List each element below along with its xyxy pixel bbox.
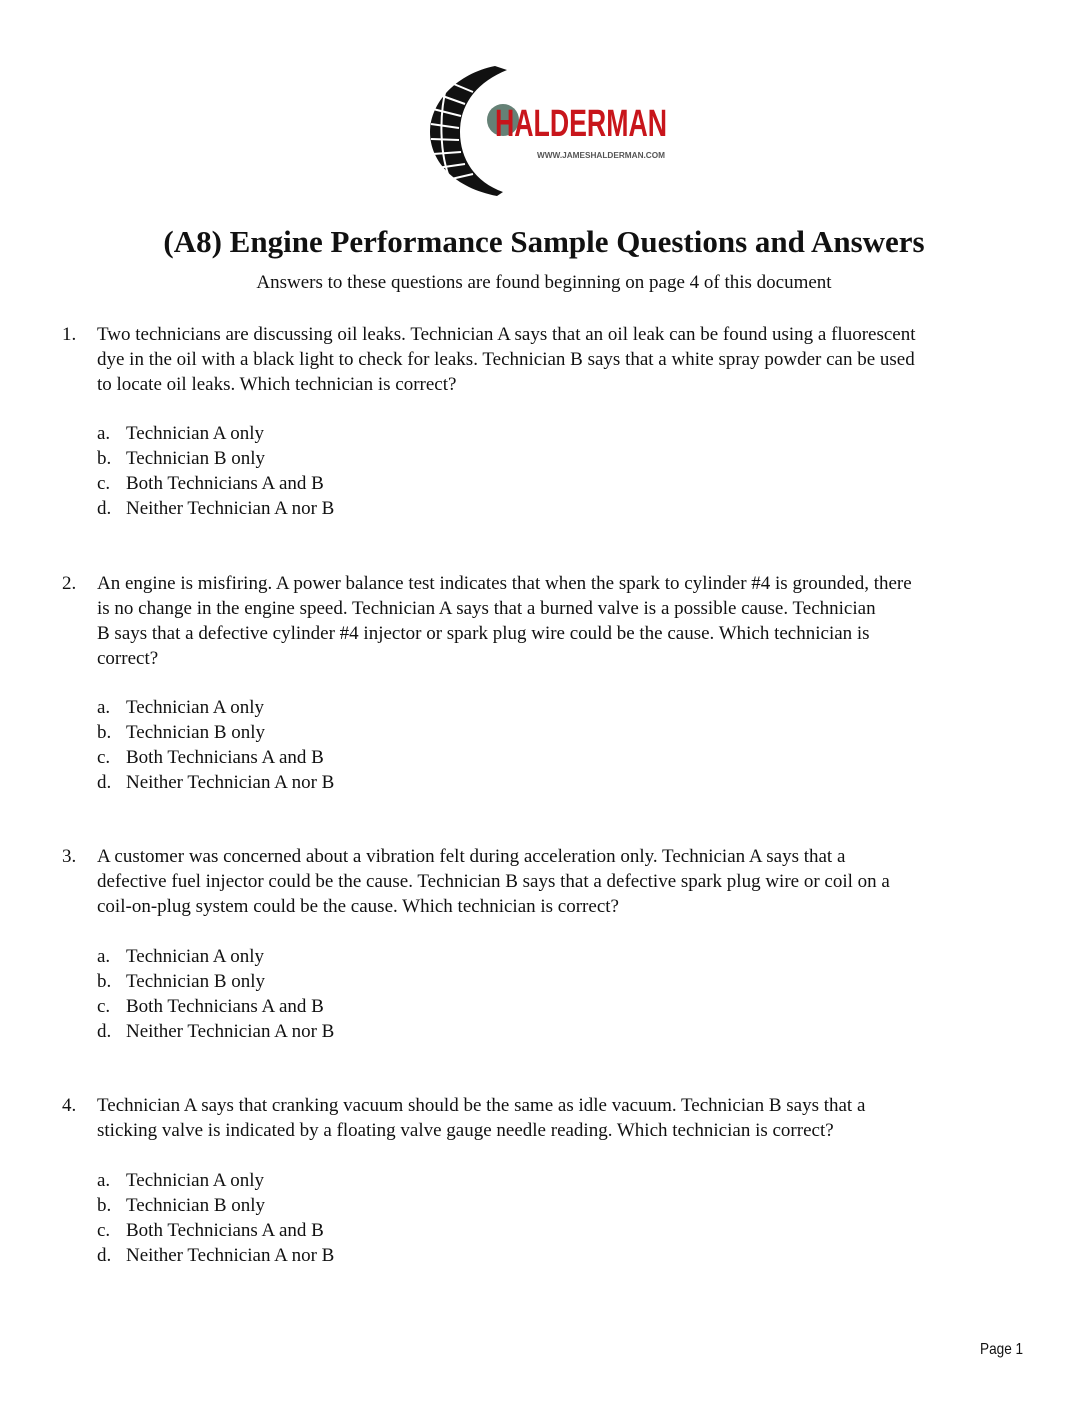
question-line: A customer was concerned about a vibration felt during acceleration only. Technician A says that a [97,846,846,867]
question-text [97,1093,865,1143]
question-number: 4. [62,1095,77,1116]
option-letter: c. [97,1220,111,1241]
option-text: Technician A only [126,946,264,967]
question-line: An engine is misfiring. A power balance test indicates that when the spark to cylinder #4 is grounded, there [97,573,912,594]
option-letter: d. [97,1021,112,1042]
option-text: Technician A only [126,1170,264,1191]
option-letter: a. [97,697,111,718]
option-letter: c. [97,473,111,494]
option-letter: d. [97,772,112,793]
option-text: Neither Technician A nor B [126,772,335,793]
question-line: coil-on-plug system could be the cause. Which technician is correct? [97,896,619,917]
question-line: Two technicians are discussing oil leaks. Technician A says that an oil leak can be found using a fluorescent [97,324,916,345]
option-text: Technician B only [126,448,266,469]
question-line: defective fuel injector could be the cause. Technician B says that a defective spark plug wire or coil on a [97,871,890,892]
question-line: sticking valve is indicated by a floating valve gauge needle reading. Which technician is correct? [97,1120,834,1141]
option-text: Both Technicians A and B [126,1220,324,1241]
option-letter: b. [97,971,112,992]
option-text: Neither Technician A nor B [126,1245,335,1266]
question-text [97,571,912,671]
question-line: correct? [97,648,159,669]
question-number: 1. [62,324,77,345]
option-text: Technician A only [126,697,264,718]
svg-text:WWW.JAMESHALDERMAN.COM: WWW.JAMESHALDERMAN.COM [537,151,666,160]
option-text: Technician B only [126,722,266,743]
question-line: Technician A says that cranking vacuum should be the same as idle vacuum. Technician B says that a [97,1095,866,1116]
option-text: Technician A only [126,423,264,444]
svg-text:HALDERMAN: HALDERMAN [495,103,667,145]
option-text: Technician B only [126,971,266,992]
option-letter: d. [97,498,112,519]
question-line: B says that a defective cylinder #4 injector or spark plug wire could be the cause. Which technician is [97,623,870,644]
option-text: Both Technicians A and B [126,747,324,768]
option-letter: d. [97,1245,112,1266]
question-line: is no change in the engine speed. Technician A says that a burned valve is a possible cause. Technician [97,598,876,619]
question-line: dye in the oil with a black light to check for leaks. Technician B says that a white spray powder can be used [97,349,915,370]
page-number: Page 1 [980,1341,1024,1358]
option-letter: a. [97,423,111,444]
option-letter: b. [97,1195,112,1216]
page-title: (A8) Engine Performance Sample Questions and Answers [163,224,925,259]
option-text: Both Technicians A and B [126,996,324,1017]
option-text: Neither Technician A nor B [126,1021,335,1042]
question-line: to locate oil leaks. Which technician is correct? [97,374,457,395]
option-text: Both Technicians A and B [126,473,324,494]
question-number: 3. [62,846,77,867]
option-letter: b. [97,722,112,743]
option-letter: c. [97,996,111,1017]
option-letter: a. [97,1170,111,1191]
question-text [97,844,890,919]
question-number: 2. [62,573,77,594]
option-text: Technician B only [126,1195,266,1216]
page-subtitle: Answers to these questions are found beginning on page 4 of this document [256,272,832,293]
option-letter: a. [97,946,111,967]
question-text [97,322,916,397]
tire-logo-icon [425,64,675,198]
option-text: Neither Technician A nor B [126,498,335,519]
option-letter: b. [97,448,112,469]
option-letter: c. [97,747,111,768]
halderman-logo [425,64,675,198]
